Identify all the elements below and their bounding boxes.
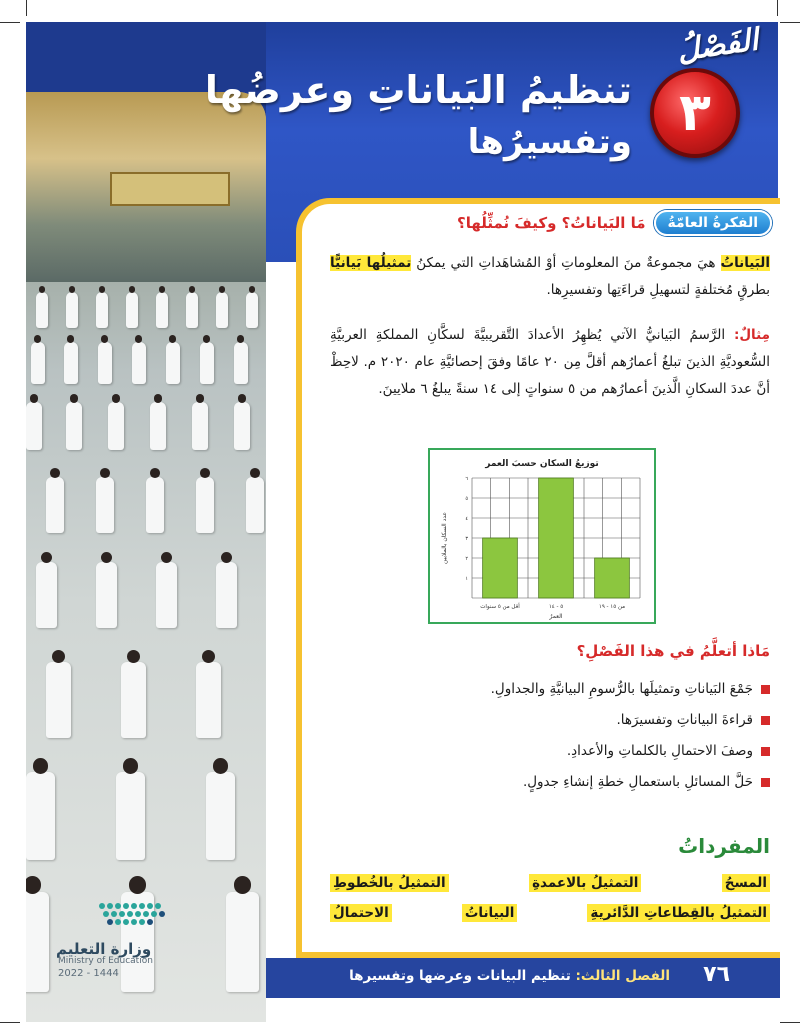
student-head	[213, 758, 228, 773]
student-head	[189, 286, 195, 292]
footer-chapter-title: تنظيم البيانات وعرضها وتفسيرها	[349, 968, 571, 984]
student-figure	[146, 477, 164, 533]
student-head	[159, 286, 165, 292]
student-figure	[166, 342, 180, 384]
vocabulary-row-1	[330, 874, 770, 892]
example-paragraph	[330, 322, 770, 403]
definition-term: البَياناتُ	[720, 255, 770, 271]
vocab-item: البياناتُ	[462, 904, 518, 922]
student-figure	[206, 772, 235, 860]
student-figure	[31, 342, 45, 384]
student-figure	[96, 292, 108, 328]
student-figure	[192, 402, 208, 450]
student-head	[112, 394, 120, 402]
learn-item-text: حَلَّ المسائلِ باستعمالِ خطةِ إنشاءِ جدولٍ.	[522, 774, 753, 790]
y-axis-label: عدد السكان بالملايين	[441, 511, 448, 565]
student-head	[69, 286, 75, 292]
student-figure	[126, 292, 138, 328]
student-figure	[246, 292, 258, 328]
vocabulary-row-2	[330, 904, 770, 922]
student-figure	[64, 342, 78, 384]
vocab-item: التمثيلُ بالاعمدةِ	[529, 874, 641, 892]
student-head	[123, 758, 138, 773]
big-idea-question: مَا البَياناتُ؟ وكيفَ نُمثِّلُها؟	[457, 214, 646, 232]
student-head	[219, 286, 225, 292]
student-head	[249, 286, 255, 292]
crop-mark	[777, 0, 778, 16]
student-figure	[216, 292, 228, 328]
student-head	[154, 394, 162, 402]
bar	[483, 538, 518, 598]
learn-item	[330, 767, 770, 798]
student-head	[33, 758, 48, 773]
definition-paragraph	[330, 250, 770, 304]
student-figure	[156, 562, 177, 628]
student-head	[50, 468, 60, 478]
y-tick-label: ٤	[465, 516, 468, 522]
student-figure	[66, 402, 82, 450]
student-head	[169, 335, 176, 342]
ministry-name-english: Ministry of Education	[58, 956, 153, 966]
vocab-item: الاحتمالُ	[330, 904, 392, 922]
learn-item-text: قراءةَ البياناتِ وتفسيرَها.	[616, 712, 753, 728]
student-head	[250, 468, 260, 478]
student-head	[101, 335, 108, 342]
chapter-title-line1: تنظيمُ البَياناتِ وعرضُها	[204, 68, 632, 112]
student-figure	[36, 292, 48, 328]
learn-item	[330, 674, 770, 705]
crop-mark	[0, 22, 20, 23]
bar	[539, 478, 574, 598]
big-idea-pill: الفكرةُ العامّةُ	[654, 210, 773, 236]
student-head	[150, 468, 160, 478]
student-figure	[150, 402, 166, 450]
footer-text	[349, 968, 670, 984]
student-figure	[46, 662, 71, 738]
bullet-icon	[761, 778, 770, 787]
student-head	[200, 468, 210, 478]
student-head	[203, 335, 210, 342]
crop-mark	[780, 22, 800, 23]
learn-item	[330, 736, 770, 767]
students-photo	[26, 92, 266, 1022]
definition-text-2: بطرقٍ مُختلفةٍ لتسهيلِ قراءَتِها وتفسيرِها.	[546, 282, 770, 298]
definition-text-1: هيَ مجموعةٌ منَ المعلوماتِ أوْ المُشاهَداتِ التي يمكنُ	[411, 255, 721, 271]
student-head	[237, 335, 244, 342]
crop-mark	[26, 0, 27, 16]
page-number: ٧٦	[703, 962, 730, 987]
student-head	[100, 468, 110, 478]
crop-mark	[0, 1022, 20, 1023]
bar	[595, 558, 630, 598]
student-figure	[226, 892, 259, 992]
bullet-icon	[761, 685, 770, 694]
student-figure	[132, 342, 146, 384]
student-figure	[96, 562, 117, 628]
student-head	[70, 394, 78, 402]
learn-item	[330, 705, 770, 736]
student-figure	[116, 772, 145, 860]
student-figure	[98, 342, 112, 384]
x-tick-label: ٥ - ١٤	[548, 604, 564, 610]
student-head	[67, 335, 74, 342]
student-figure	[36, 562, 57, 628]
student-head	[30, 394, 38, 402]
student-figure	[26, 892, 49, 992]
student-figure	[121, 662, 146, 738]
student-head	[39, 286, 45, 292]
vocab-item: المسحُ	[722, 874, 770, 892]
bullet-icon	[761, 716, 770, 725]
chapter-title-line2: وتفسيرُها	[467, 122, 632, 162]
student-figure	[66, 292, 78, 328]
learn-item-text: جَمْعَ البَياناتِ وتمثيلَها بالرُّسومِ البيانيَّةِ والجداولِ.	[490, 681, 753, 697]
student-figure	[156, 292, 168, 328]
big-idea	[457, 210, 772, 236]
y-tick-label: ١	[465, 576, 468, 582]
student-head	[129, 286, 135, 292]
chapter-number-badge: ٣	[650, 68, 740, 158]
student-figure	[196, 662, 221, 738]
ministry-name: وزارة التعليم	[56, 940, 152, 958]
chapter-label: الفَصْلُ	[674, 22, 761, 69]
student-figure	[234, 342, 248, 384]
student-figure	[186, 292, 198, 328]
chart-title: توزيعُ السكان حسبَ العمر	[485, 459, 599, 469]
student-figure	[234, 402, 250, 450]
student-head	[34, 335, 41, 342]
student-figure	[246, 477, 264, 533]
vocabulary-title: المفرداتُ	[678, 834, 770, 858]
student-figure	[108, 402, 124, 450]
student-head	[135, 335, 142, 342]
x-tick-label: من ١٥ - ١٩	[598, 604, 626, 610]
y-tick-label: ٢	[465, 556, 468, 562]
student-head	[129, 876, 147, 894]
y-tick-label: ٣	[465, 536, 468, 542]
example-text: الرَّسمُ البَيانيُّ الآتي يُظهِرُ الأعدادَ التَّقريبيَّةَ لسكَّانِ المملكةِ العربيَّةِ السُّعوديَّةِ الذينَ تبلغُ أعمارُهم أقلَّ مِن ٢٠ عامًا وفقَ إحصائيَّةِ عام ٢٠٢٠ م. لاحِظْ أنَّ عددَ السكانِ الَّذينَ أعمارُهم من ٥ سنواتٍ إلى ١٤ سنةً يبلغُ ٦ ملايينَ.	[330, 327, 770, 397]
student-figure	[96, 477, 114, 533]
x-axis-label: العمرُ	[549, 613, 563, 620]
chart-svg	[430, 450, 654, 622]
student-head	[196, 394, 204, 402]
student-figure	[216, 562, 237, 628]
definition-highlight: تمثيلُها بَيانيًّا	[330, 255, 412, 271]
footer-chapter-label: الفصل الثالث:	[575, 968, 670, 984]
example-lead: مِثالٌ:	[733, 327, 770, 343]
x-tick-label: أقل من ٥ سنوات	[480, 604, 520, 610]
bullet-icon	[761, 747, 770, 756]
student-head	[99, 286, 105, 292]
student-figure	[26, 772, 55, 860]
student-figure	[196, 477, 214, 533]
population-bar-chart	[428, 448, 656, 624]
student-head	[238, 394, 246, 402]
student-figure	[26, 402, 42, 450]
ministry-year: 2022 - 1444	[58, 968, 119, 979]
y-tick-label: ٦	[465, 476, 468, 482]
vocab-item: التمثيلُ بالخُطوطِ	[330, 874, 449, 892]
student-figure	[46, 477, 64, 533]
learn-item-text: وصفَ الاحتمالِ بالكلماتِ والأعدادِ.	[566, 743, 753, 759]
vocab-item: التمثيلُ بالقِطاعاتِ الدَّائريةِ	[587, 904, 770, 922]
learn-title: مَاذا أتعلَّمُ في هذا الفَصْلِ؟	[576, 642, 770, 660]
student-head	[26, 876, 41, 894]
student-figure	[200, 342, 214, 384]
photo-sign	[110, 172, 230, 206]
student-head	[234, 876, 252, 894]
y-tick-label: ٥	[465, 496, 468, 502]
learn-list	[330, 674, 770, 798]
crop-mark	[780, 1022, 800, 1023]
